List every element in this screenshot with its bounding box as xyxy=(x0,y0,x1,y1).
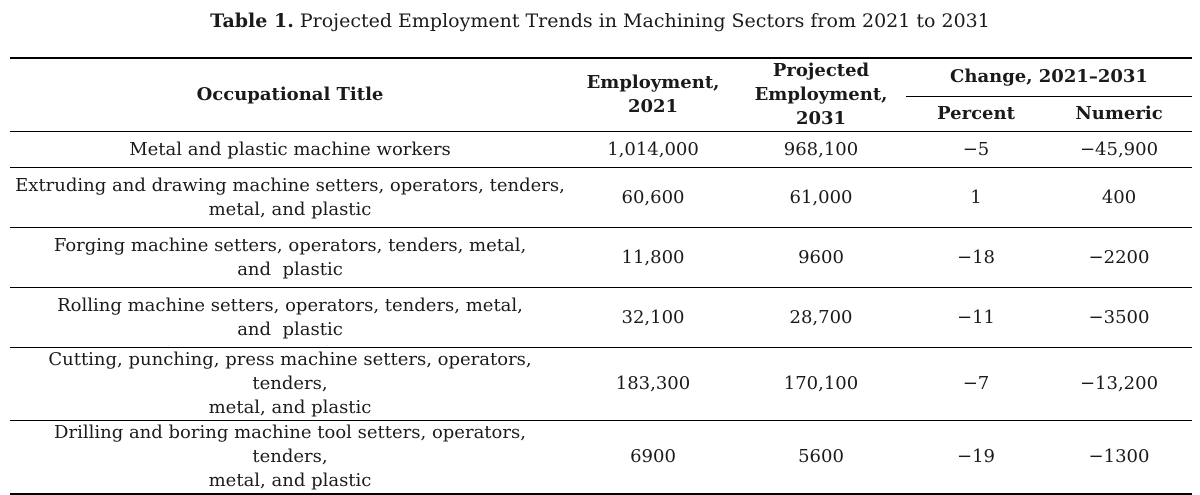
header-percent: Percent xyxy=(906,96,1046,131)
cell-title-line2: metal, and plastic xyxy=(208,397,372,418)
cell-title-line2: and plastic xyxy=(237,258,343,280)
cell-numeric: −1300 xyxy=(1088,446,1150,467)
cell-employment: 183,300 xyxy=(615,373,691,394)
cell-percent: −18 xyxy=(957,246,995,268)
cell-employment: 1,014,000 xyxy=(607,138,699,160)
cell-percent: −5 xyxy=(962,138,990,160)
header-projected-line1: Projected xyxy=(772,60,870,81)
cell-percent: −11 xyxy=(957,306,995,328)
cell-projected: 61,000 xyxy=(789,186,853,208)
cell-title-line1: Extruding and drawing machine setters, operators, tenders, xyxy=(15,174,565,196)
cell-numeric: −45,900 xyxy=(1079,138,1159,160)
cell-employment: 11,800 xyxy=(621,246,685,268)
cell-numeric: −2200 xyxy=(1088,246,1150,268)
cell-projected: 9600 xyxy=(798,246,844,268)
header-employment-line2: 2021 xyxy=(627,96,679,117)
cell-title-line1: Cutting, punching, press machine setters, operators, tenders, xyxy=(48,349,532,394)
cell-title xyxy=(10,228,570,288)
cell-numeric: −13,200 xyxy=(1079,373,1159,394)
header-occupational-title: Occupational Title xyxy=(196,84,384,105)
cell-title xyxy=(10,421,570,495)
cell-title-line2: metal, and plastic xyxy=(208,198,372,220)
table-caption xyxy=(0,10,1200,32)
employment-table xyxy=(10,57,1192,495)
cell-title: Metal and plastic machine workers xyxy=(129,138,451,160)
table-row xyxy=(10,228,1192,288)
caption-label: Table 1. xyxy=(210,10,294,32)
cell-title-line1: Rolling machine setters, operators, tenders, metal, xyxy=(57,294,523,316)
cell-percent: 1 xyxy=(970,186,982,208)
table-row xyxy=(10,421,1192,495)
cell-numeric: −3500 xyxy=(1088,306,1150,328)
header-projected-line2: Employment, 2031 xyxy=(754,84,888,129)
header-numeric: Numeric xyxy=(1046,96,1192,131)
cell-employment: 6900 xyxy=(630,446,676,467)
cell-title xyxy=(10,348,570,421)
cell-numeric: 400 xyxy=(1101,186,1137,208)
header-employment-line1: Employment, xyxy=(586,72,720,93)
cell-percent: −7 xyxy=(962,373,990,394)
header-employment-2021 xyxy=(570,58,736,132)
cell-projected: 28,700 xyxy=(789,306,853,328)
cell-title-line2: and plastic xyxy=(237,318,343,340)
cell-title-line1: Forging machine setters, operators, tenders, metal, xyxy=(53,234,527,256)
cell-projected: 170,100 xyxy=(783,373,859,394)
cell-title xyxy=(10,168,570,228)
caption-text: Projected Employment Trends in Machining Sectors from 2021 to 2031 xyxy=(299,10,990,32)
cell-projected: 5600 xyxy=(798,446,844,467)
header-projected-employment xyxy=(736,58,906,132)
cell-title xyxy=(10,288,570,348)
table-row xyxy=(10,132,1192,168)
cell-employment: 60,600 xyxy=(621,186,685,208)
cell-title-line1: Drilling and boring machine tool setters, operators, tenders, xyxy=(54,422,526,467)
cell-employment: 32,100 xyxy=(621,306,685,328)
cell-projected: 968,100 xyxy=(783,138,859,160)
table-row xyxy=(10,168,1192,228)
table-row xyxy=(10,348,1192,421)
cell-percent: −19 xyxy=(957,446,995,467)
header-change-group: Change, 2021–2031 xyxy=(950,66,1148,88)
header-row xyxy=(10,58,1192,96)
cell-title-line2: metal, and plastic xyxy=(208,470,372,491)
table-row xyxy=(10,288,1192,348)
